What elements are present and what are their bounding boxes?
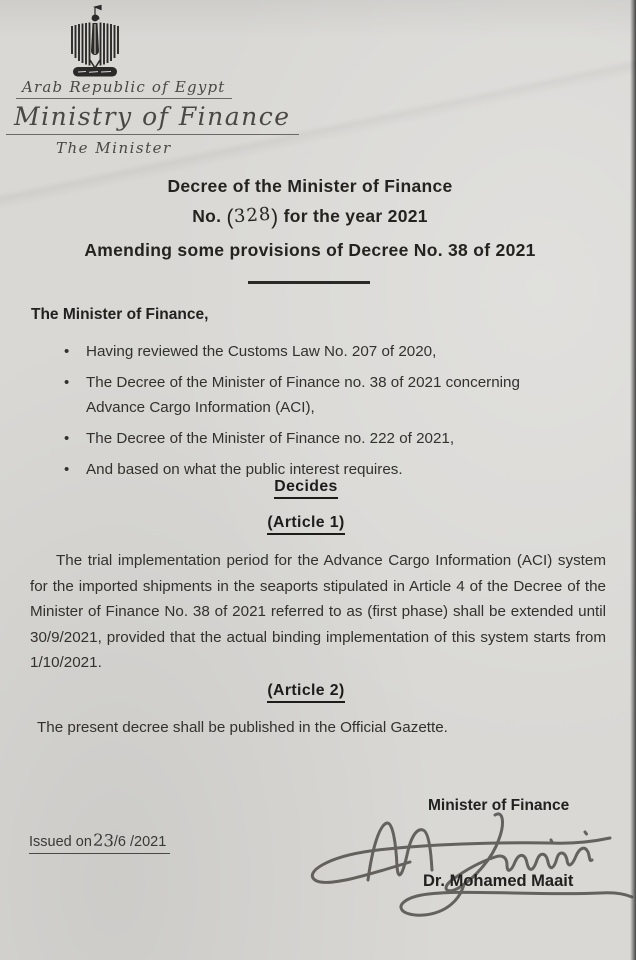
bullet-text: The Decree of the Minister of Finance no. 38 of 2021 concerning Advance Cargo Information (ACI), <box>86 374 520 416</box>
preamble-bullet-item <box>64 339 578 364</box>
decides-heading <box>0 478 636 499</box>
open-paren: ( <box>226 206 234 229</box>
decree-title-line1: Decree of the Minister of Finance <box>167 176 453 196</box>
article2-heading <box>0 682 636 703</box>
salutation: The Minister of Finance, <box>31 306 209 323</box>
decree-number-suffix: for the year 2021 <box>278 206 428 226</box>
signatory-name: Dr. Mohamed Maait <box>423 872 574 890</box>
issued-date-line <box>29 831 170 854</box>
decree-title-line2 <box>0 205 636 230</box>
handwritten-signature-icon <box>298 800 636 925</box>
issued-label: Issued on <box>29 834 92 850</box>
preamble-bullet-list <box>64 339 578 488</box>
decides-heading-text: Decides <box>274 478 337 499</box>
bullet-text: The Decree of the Minister of Finance no. 222 of 2021, <box>86 430 455 447</box>
signatory-title: Minister of Finance <box>428 797 570 814</box>
decree-number-prefix: No. <box>192 206 227 226</box>
article1-heading-text: (Article 1) <box>267 514 344 535</box>
bullet-text: And based on what the public interest requires. <box>86 461 403 478</box>
close-paren: ) <box>271 206 279 229</box>
bullet-dot-icon: • <box>64 461 70 478</box>
preamble-bullet-item <box>64 426 578 451</box>
bullet-dot-icon: • <box>64 374 70 391</box>
issued-day-handwritten: 23 <box>92 830 115 851</box>
decree-number-handwritten: 328 <box>233 203 272 228</box>
letterhead-office: The Minister <box>56 139 172 157</box>
letterhead-ministry: Ministry of Finance <box>6 102 299 135</box>
letterhead-country: Arab Republic of Egypt <box>16 78 232 99</box>
title-divider-rule <box>248 281 370 284</box>
article1-heading <box>0 514 636 535</box>
article2-body: The present decree shall be published in the Official Gazette. <box>37 719 448 736</box>
bullet-dot-icon: • <box>64 430 70 447</box>
preamble-bullet-item <box>64 370 578 420</box>
issued-date-rest: /6 /2021 <box>113 834 167 850</box>
article1-body: The trial implementation period for the Advance Cargo Information (ACI) system for the imported shipments in the seaports stipulated in Article 4 of the Decree of the Minister of Finance No. 38 of 2021 referred to as (first phase) shall be extended until 30/9/2021, provided that the actual binding implementation of this system starts from 1/10/2021. <box>30 552 606 671</box>
bullet-text: Having reviewed the Customs Law No. 207 of 2020, <box>86 343 437 360</box>
egypt-eagle-coat-of-arms-icon <box>58 4 132 80</box>
article2-heading-text: (Article 2) <box>267 682 344 703</box>
bullet-dot-icon: • <box>64 343 70 360</box>
decree-title-line3: Amending some provisions of Decree No. 38 of 2021 <box>84 240 536 260</box>
